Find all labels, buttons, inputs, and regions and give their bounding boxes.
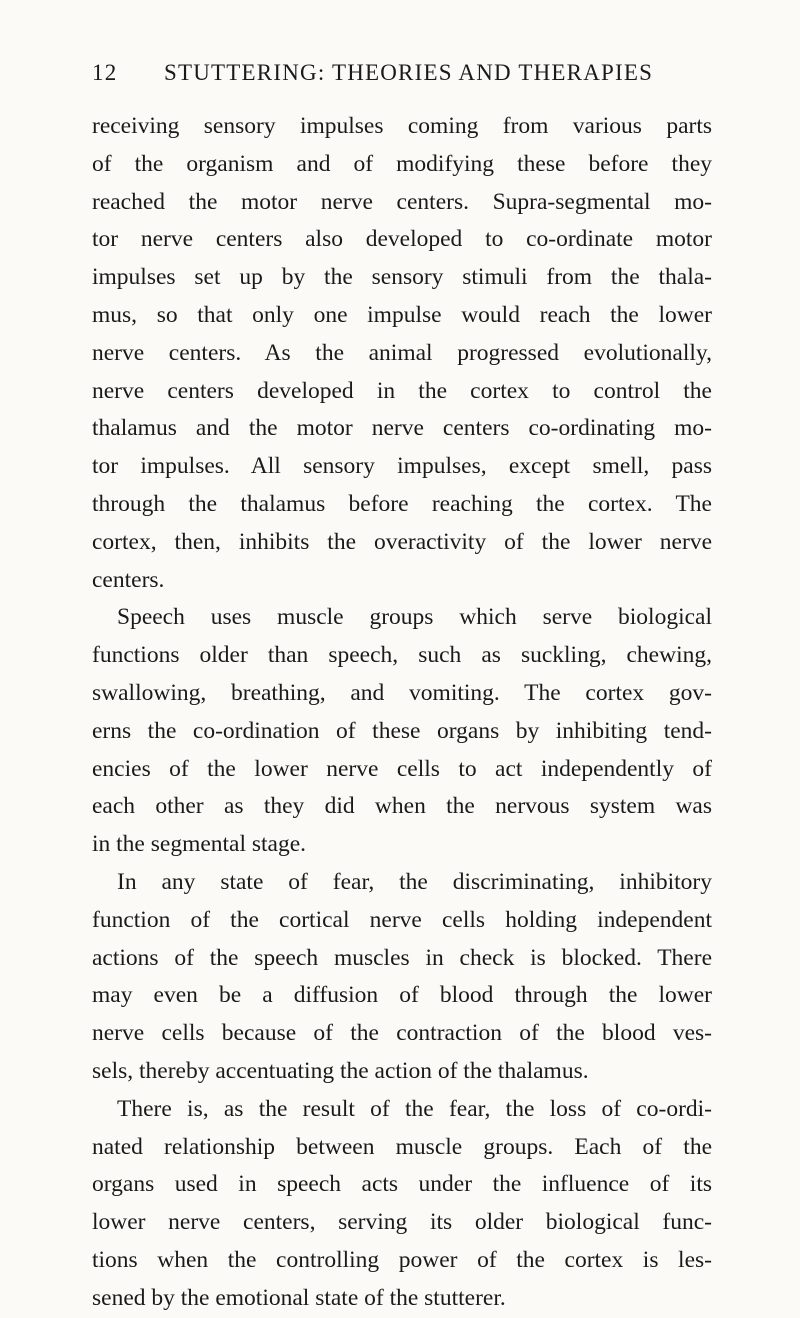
text-line: through the thalamus before reaching the cortex. The — [92, 490, 712, 517]
text-line: receiving sensory impulses coming from various parts — [92, 113, 712, 139]
text-line: functions older than speech, such as suckling, chewing, — [92, 642, 712, 669]
text-line: actions of the speech muscles in check is blocked. There — [92, 944, 712, 971]
text-line: of the organism and of modifying these before they — [92, 150, 712, 177]
text-line: tions when the controlling power of the cortex is les- — [92, 1246, 712, 1273]
text-line: may even be a diffusion of blood through the lower — [92, 982, 712, 1009]
text-line: nated relationship between muscle groups. Each of the — [92, 1133, 712, 1160]
text-line: nerve centers. As the animal progressed evolutionally, — [92, 339, 712, 366]
text-line: lower nerve centers, serving its older biological func- — [92, 1209, 712, 1236]
text-line: impulses set up by the sensory stimuli from the thala- — [92, 264, 712, 291]
text-line: swallowing, breathing, and vomiting. The cortex gov- — [92, 679, 712, 706]
text-line: sened by the emotional state of the stutterer. — [92, 1284, 506, 1311]
page-number: 12 — [92, 60, 118, 85]
text-line: tor nerve centers also developed to co-ordinate motor — [92, 226, 712, 253]
text-line: organs used in speech acts under the influence of its — [92, 1171, 712, 1198]
text-line: mus, so that only one impulse would reach the lower — [92, 301, 712, 328]
text-line: nerve centers developed in the cortex to control the — [92, 377, 712, 404]
text-line: function of the cortical nerve cells holding independent — [92, 906, 712, 933]
text-line: Speech uses muscle groups which serve biological — [117, 604, 712, 631]
running-header — [92, 60, 732, 86]
text-line: nerve cells because of the contraction of the blood ves- — [92, 1020, 712, 1047]
text-line: There is, as the result of the fear, the loss of co-ordi- — [117, 1095, 712, 1122]
text-line: in the segmental stage. — [92, 831, 307, 858]
text-line: In any state of fear, the discriminating, inhibitory — [117, 868, 712, 895]
text-line: reached the motor nerve centers. Supra-segmental mo- — [92, 188, 712, 215]
text-line: thalamus and the motor nerve centers co-ordinating mo- — [92, 415, 712, 442]
text-line: centers. — [92, 566, 165, 593]
text-line: erns the co-ordination of these organs by inhibiting tend- — [92, 717, 712, 744]
running-title: STUTTERING: THEORIES AND THERAPIES — [164, 60, 654, 85]
page-body — [92, 108, 712, 1318]
text-line: cortex, then, inhibits the overactivity of the lower nerve — [92, 528, 712, 555]
text-line: encies of the lower nerve cells to act independently of — [92, 755, 712, 782]
text-line: tor impulses. All sensory impulses, except smell, pass — [92, 453, 712, 480]
text-line: sels, thereby accentuating the action of the thalamus. — [92, 1057, 589, 1084]
text-line: each other as they did when the nervous system was — [92, 793, 712, 820]
